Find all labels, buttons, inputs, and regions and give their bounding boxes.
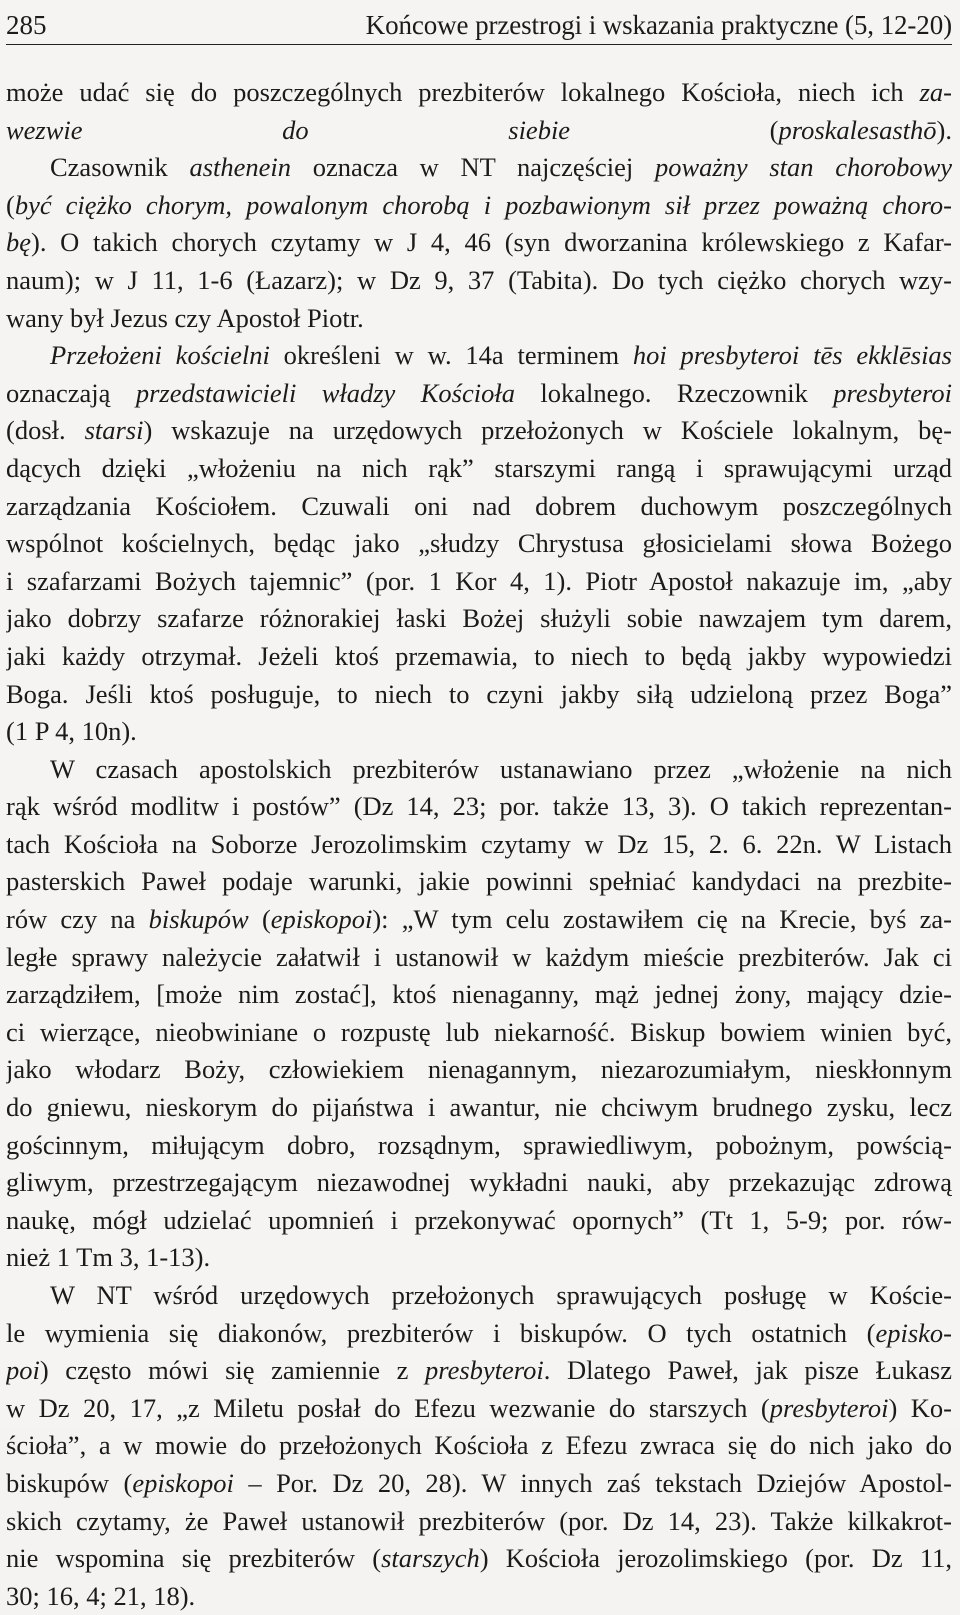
italic-term: episkopoi [270,904,373,935]
text-run: oznacza w NT najczęściej [291,152,655,183]
text-line [6,412,952,450]
text-run: rąk wśród modlitw i postów” (Dz 14, 23; por. także 13, 3). O takich reprezentan- [6,791,952,822]
text-run: ) Kościoła jerozolimskiego (por. Dz 11, [479,1543,952,1574]
text-run: ) często mówi się zamiennie z [39,1355,425,1386]
text-run: ( [570,114,779,145]
text-run: . Dlatego Paweł, jak pisze Łukasz [543,1355,952,1386]
page-number: 285 [6,10,47,40]
text-line [6,1239,952,1277]
italic-term: biskupów [148,904,249,935]
text-run: dących dzięki „włożeniu na nich rąk” starszymi rangą i sprawującymi urząd [6,452,952,483]
italic-term: episkopoi [132,1467,234,1498]
text-run: jako włodarz Boży, człowiekiem nienagannym, niezarozumiałym, nieskłonnym [6,1054,952,1085]
italic-term: bę [6,227,32,258]
italic-term: hoi presbyteroi tēs ekklēsias [632,340,952,371]
italic-term: proskalesasthō [778,114,937,145]
text-run: wany był Jezus czy Apostoł Piotr. [6,302,364,333]
text-run: do gniewu, nieskorym do pijaństwa i awantur, nie chciwym brudnego zysku, lecz [6,1092,952,1123]
text-run: nie wspomina się prezbiterów ( [6,1543,382,1574]
italic-term: wezwie do siebie [6,114,571,145]
text-line [6,1427,952,1465]
text-run: (1 P 4, 10n). [6,716,137,747]
text-line [6,863,952,901]
text-run: lokalnego. Rzeczownik [514,377,834,408]
text-line [6,1051,952,1089]
text-run: Czasownik [50,152,190,183]
text-line [6,826,952,864]
text-line [6,1465,952,1503]
text-line [6,1540,952,1578]
text-run: ległe sprawy należycie załatwił i ustanowił w każdym mieście prezbiterów. Jak ci [6,941,952,972]
text-run: rów czy na [6,904,149,935]
text-line [6,638,952,676]
italic-term: episko- [875,1317,952,1348]
text-run: ). [936,114,952,145]
italic-term: asthenein [189,152,292,183]
text-line [6,1315,952,1353]
italic-term: być ciężko chorym, powalonym chorobą i pozbawionym sił przez poważną choro- [14,189,952,220]
text-line [6,1352,952,1390]
text-run: – Por. Dz 20, 28). W innych zaś tekstach Dziejów Apostol- [233,1467,952,1498]
text-run: naum); w J 11, 1-6 (Łazarz); w Dz 9, 37 (Tabita). Do tych ciężko chorych wzy- [6,264,952,295]
text-run: tach Kościoła na Soborze Jerozolimskim czytamy w Dz 15, 2. 6. 22n. W Listach [6,828,952,859]
text-line [6,1277,952,1315]
text-line [6,901,952,939]
text-line [6,525,952,563]
text-run: pasterskich Paweł podaje warunki, jakie powinni spełniać kandydaci na prezbite- [6,866,952,897]
running-head [6,6,952,45]
text-run: le wymienia się diakonów, prezbiterów i biskupów. O tych ostatnich ( [6,1317,876,1348]
text-line [6,676,952,714]
text-line [6,224,952,262]
text-line [6,1127,952,1165]
text-run: ( [6,189,15,220]
text-line [6,187,952,225]
text-run: ( [248,904,271,935]
text-run: (dosł. [6,415,85,446]
text-line [6,976,952,1014]
text-line [6,450,952,488]
text-run: ) Ko- [888,1392,952,1423]
text-run: 30; 16, 4; 21, 18). [6,1580,196,1611]
text-run: skich czytamy, że Paweł ustanowił prezbiterów (por. Dz 14, 23). Także kilkakrot- [6,1505,952,1536]
text-line [6,1503,952,1541]
italic-term: starszych [381,1543,480,1574]
italic-term: presbyteroi [769,1392,889,1423]
text-line [6,600,952,638]
text-run: gościnnym, miłującym dobro, rozsądnym, sprawiedliwym, pobożnym, powścią- [6,1129,952,1160]
italic-term: Przełożeni kościelni [50,340,270,371]
italic-term: presbyteroi [425,1355,544,1386]
text-line [6,1578,952,1615]
text-line [6,300,952,338]
text-run: biskupów ( [6,1467,133,1498]
text-run: ci wierzące, nieobwiniane o rozpustę lub niekarność. Biskup bowiem winien być, [6,1016,952,1047]
text-run: ścioła”, a w mowie do przełożonych Kościoła z Efezu zwraca się do nich jako do [6,1430,952,1461]
text-run: ): „W tym celu zostawiłem cię na Krecie, byś za- [372,904,952,935]
text-run: Boga. Jeśli ktoś posługuje, to niech to czyni jakby siłą udzieloną przez Boga” [6,678,952,709]
text-run: nież 1 Tm 3, 1-13). [6,1242,211,1273]
text-run: jaki każdy otrzymał. Jeżeli ktoś przemawia, to niech to będą jakby wypowiedzi [6,640,952,671]
text-line [6,149,952,187]
text-line [6,751,952,789]
text-line [6,375,952,413]
text-line [6,713,952,751]
text-line [6,1202,952,1240]
italic-term: presbyteroi [833,377,952,408]
text-run: ). O takich chorych czytamy w J 4, 46 (syn dworzanina królewskiego z Kafar- [31,227,952,258]
text-line [6,112,952,150]
text-run: zarządzania Kościołem. Czuwali oni nad dobrem duchowym poszczególnych [6,490,952,521]
italic-term: poważny stan chorobowy [654,152,952,183]
text-run: wspólnot kościelnych, będąc jako „słudzy Chrystusa głosicielami słowa Bożego [6,528,952,559]
text-line [6,1089,952,1127]
text-line [6,262,952,300]
text-line [6,788,952,826]
text-line [6,337,952,375]
text-run: ) wskazuje na urzędowych przełożonych w Kościele lokalnym, bę- [143,415,952,446]
running-title: Końcowe przestrogi i wskazania praktyczne (5, 12-20) [365,10,952,40]
italic-term: poi [6,1355,40,1386]
italic-term: przedstawicieli władzy Kościoła [135,377,515,408]
text-line [6,1014,952,1052]
text-run: naukę, mógł udzielać upomnień i przekonywać opornych” (Tt 1, 5-9; por. rów- [6,1204,952,1235]
text-line [6,563,952,601]
italic-term: starsi [84,415,144,446]
italic-term: za- [919,77,952,107]
text-run: i szafarzami Bożych tajemnic” (por. 1 Kor 4, 1). Piotr Apostoł nakazuje im, „aby [6,565,952,596]
text-run: zarządziłem, [może nim zostać], ktoś nienaganny, mąż jednej żony, mający dzie- [6,979,952,1010]
body-text [6,74,952,1615]
text-run: gliwym, przestrzegającym niezawodnej wykładni nauki, aby przekazując zdrową [6,1167,952,1198]
text-run: W czasach apostolskich prezbiterów ustanawiano przez „włożenie na nich [50,753,952,784]
text-line [6,74,952,112]
text-line [6,488,952,526]
text-run: może udać się do poszczególnych prezbiterów lokalnego Kościoła, niech ich [6,77,920,107]
text-line [6,1164,952,1202]
text-run: oznaczają [6,377,136,408]
text-run: jako dobrzy szafarze różnorakiej łaski Bożej służyli sobie nawzajem tym darem, [6,603,952,634]
text-line [6,939,952,977]
text-run: W NT wśród urzędowych przełożonych sprawujących posługę w Koście- [50,1280,952,1310]
text-run: określeni w w. 14a terminem [269,340,633,371]
text-line [6,1390,952,1428]
text-run: w Dz 20, 17, „z Miletu posłał do Efezu wezwanie do starszych ( [6,1392,770,1423]
